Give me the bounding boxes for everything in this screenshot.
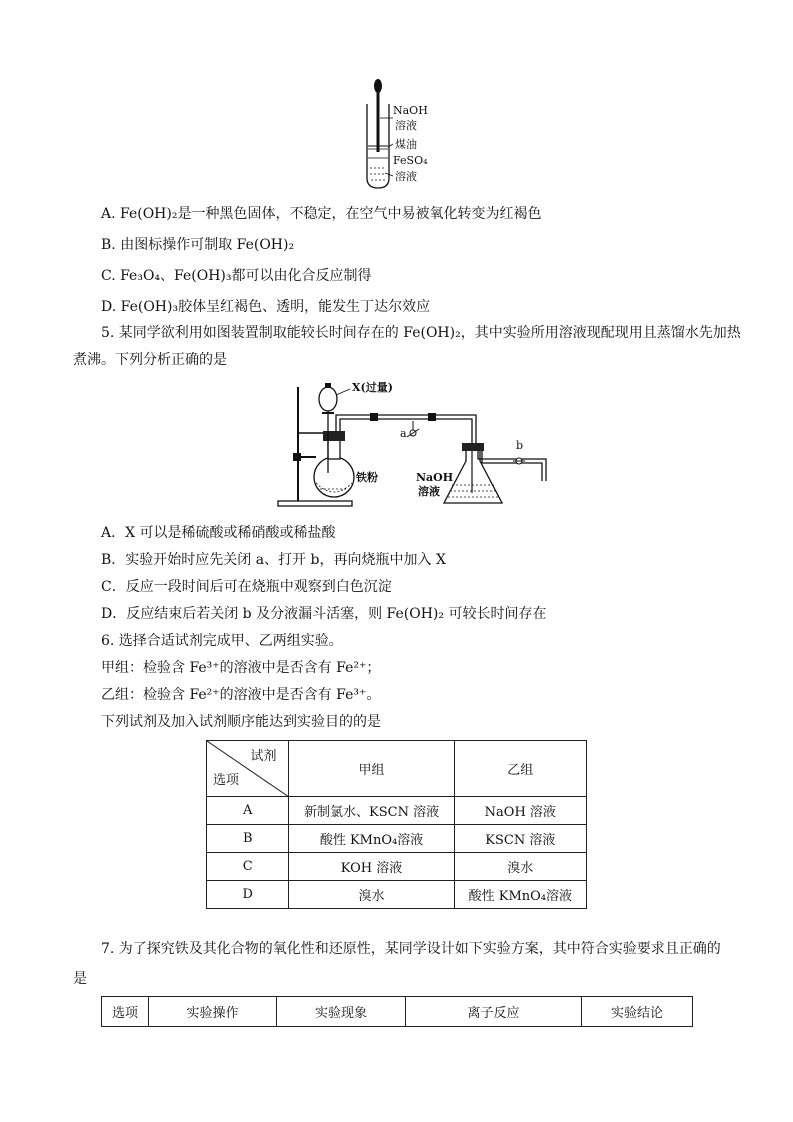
funnel-bulb <box>319 387 337 411</box>
q7-stem-line1: 7. 为了探究铁及其化合物的氧化性和还原性，某同学设计如下实验方案，其中符合实验要求且正确的 <box>101 941 721 957</box>
q4-option-c: C. Fe₃O₄、Fe(OH)₃都可以由化合反应制得 <box>101 268 372 284</box>
x-leader-line <box>336 389 350 395</box>
a-label: a <box>400 427 407 440</box>
q7-header-option: 选项 <box>102 997 149 1027</box>
naoh-solution-label: 溶液 <box>395 119 417 132</box>
row-jia: 酸性 KMnO₄溶液 <box>289 825 454 853</box>
row-option: C <box>207 853 289 881</box>
corner-cell <box>207 741 289 797</box>
row-jia: KOH 溶液 <box>289 853 454 881</box>
q7-header-row <box>102 997 693 1027</box>
apparatus-diagram <box>276 377 566 512</box>
naoh-label: NaOH <box>416 471 454 484</box>
outlet-tube-inner <box>482 451 542 481</box>
q6-stem: 6. 选择合适试剂完成甲、乙两组实验。 <box>101 633 343 649</box>
flask-stopper <box>323 431 345 441</box>
table-row <box>207 853 587 881</box>
q5-option-c: C．反应一段时间后可在烧瓶中观察到白色沉淀 <box>101 579 392 595</box>
row-option: B <box>207 825 289 853</box>
table-row <box>207 797 587 825</box>
dropper-tube <box>377 92 380 152</box>
q4-option-a: A. Fe(OH)₂是一种黑色固体，不稳定，在空气中易被氧化转变为红褐色 <box>101 206 542 222</box>
row-option: A <box>207 797 289 825</box>
tube-joint <box>370 413 378 421</box>
clamp-knob <box>293 453 301 461</box>
q7-stem-line2: 是 <box>73 971 87 987</box>
q5-option-a: A．X 可以是稀硫酸或稀硝酸或稀盐酸 <box>101 525 336 541</box>
col-header-jia: 甲组 <box>289 741 454 797</box>
row-yi: 酸性 KMnO₄溶液 <box>454 881 586 909</box>
q6-yi-line: 乙组：检验含 Fe²⁺的溶液中是否含有 Fe³⁺。 <box>101 687 381 703</box>
test-tube-figure <box>355 78 435 190</box>
q7-header-operation: 实验操作 <box>149 997 277 1027</box>
funnel-stopper <box>325 383 331 388</box>
tube-joint <box>428 413 436 421</box>
corner-top-label: 试剂 <box>250 749 277 764</box>
q6-jia-line: 甲组：检验含 Fe³⁺的溶液中是否含有 Fe²⁺； <box>101 660 381 676</box>
feso4-solution-label: 溶液 <box>395 170 417 183</box>
naoh-solution-label: 溶液 <box>418 485 440 498</box>
q5-option-b: B．实验开始时应先关闭 a、打开 b，再向烧瓶中加入 X <box>101 552 446 568</box>
kerosene-label: 煤油 <box>395 138 417 151</box>
q5-stem-line1: 5. 某同学欲利用如图装置制取能较长时间存在的 Fe(OH)₂，其中实验所用溶液现配现用且蒸馏水先加热 <box>101 325 741 341</box>
q5-stem-line2: 煮沸。下列分析正确的是 <box>73 352 227 368</box>
row-option: D <box>207 881 289 909</box>
conical-stopper <box>462 443 484 451</box>
table-row <box>207 825 587 853</box>
x-label: X(过量) <box>352 381 393 394</box>
iron-label: 铁粉 <box>356 471 378 484</box>
flask-body <box>314 457 354 497</box>
q7-table <box>101 996 693 1027</box>
q7-header-ionic-reaction: 离子反应 <box>406 997 582 1027</box>
row-yi: 溴水 <box>454 853 586 881</box>
stand-base <box>278 501 352 506</box>
corner-bottom-label: 选项 <box>213 773 240 788</box>
q6-table <box>206 740 587 909</box>
row-jia: 溴水 <box>289 881 454 909</box>
test-tube-diagram <box>355 78 435 190</box>
col-header-yi: 乙组 <box>454 741 586 797</box>
row-yi: NaOH 溶液 <box>454 797 586 825</box>
q7-header-conclusion: 实验结论 <box>582 997 693 1027</box>
flask-liquid <box>316 483 352 492</box>
b-label: b <box>516 439 524 452</box>
q4-option-d: D. Fe(OH)₃胶体呈红褐色、透明，能发生丁达尔效应 <box>101 299 431 315</box>
q4-option-b: B. 由图标操作可制取 Fe(OH)₂ <box>101 237 295 253</box>
row-jia: 新制氯水、KSCN 溶液 <box>289 797 454 825</box>
q6-ask: 下列试剂及加入试剂顺序能达到实验目的的是 <box>101 714 381 730</box>
dropper-bulb <box>374 79 382 93</box>
feso4-label: FeSO₄ <box>393 154 428 167</box>
naoh-label: NaOH <box>393 104 428 117</box>
apparatus-figure <box>276 377 566 512</box>
row-yi: KSCN 溶液 <box>454 825 586 853</box>
q7-header-phenomenon: 实验现象 <box>277 997 406 1027</box>
q5-option-d: D．反应结束后若关闭 b 及分液漏斗活塞，则 Fe(OH)₂ 可较长时间存在 <box>101 606 547 622</box>
table-row <box>207 881 587 909</box>
